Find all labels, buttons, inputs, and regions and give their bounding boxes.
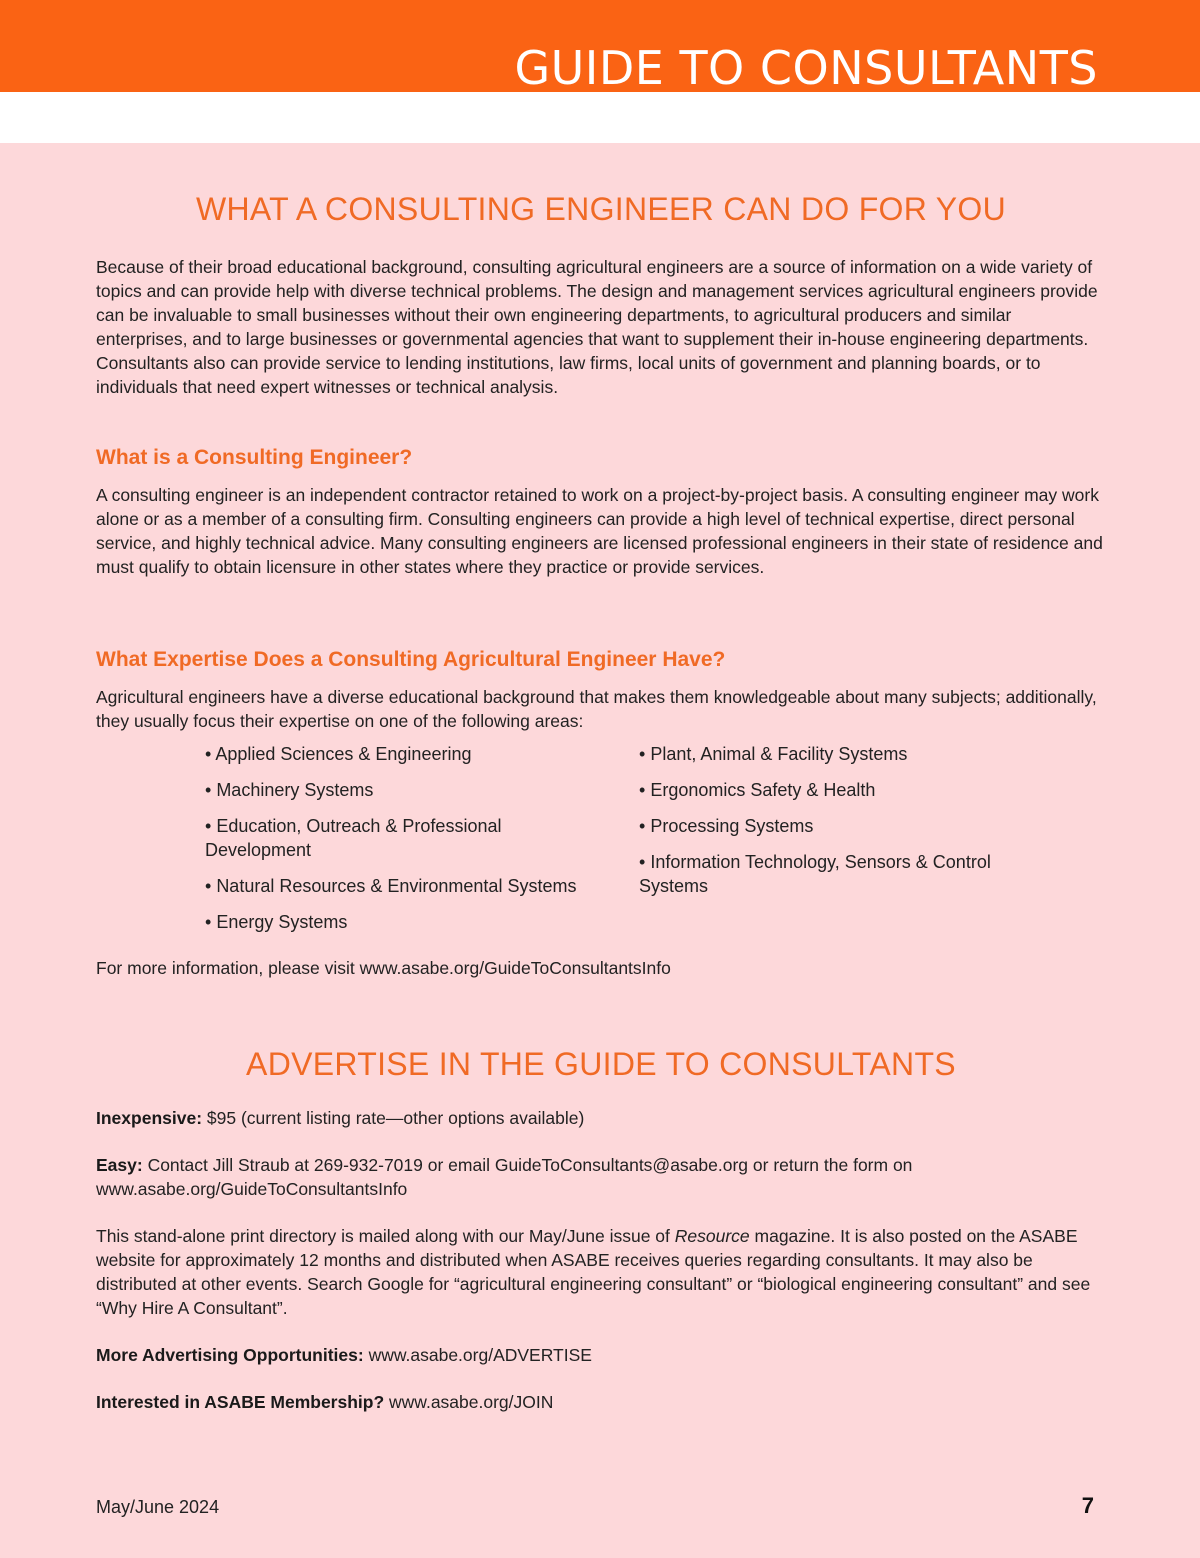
easy-text: Contact Jill Straub at 269-932-7019 or email GuideToConsultants@asabe.org or return the form on www.asabe.org/GuideToConsultantsInfo bbox=[96, 1155, 913, 1199]
inexpensive-text: $95 (current listing rate—other options available) bbox=[202, 1108, 585, 1128]
more-ads-line bbox=[96, 1343, 1106, 1367]
content-column bbox=[96, 143, 1106, 1414]
list-item: • Natural Resources & Environmental Systems bbox=[205, 874, 605, 898]
list-item: • Information Technology, Sensors & Control Systems bbox=[639, 850, 1039, 898]
magazine-name: Resource bbox=[674, 1226, 750, 1246]
inexpensive-label: Inexpensive: bbox=[96, 1108, 203, 1128]
expertise-list-left bbox=[205, 742, 605, 946]
what-is-paragraph: A consulting engineer is an independent contractor retained to work on a project-by-project basis. A consulting engineer may work alone or as a member of a consulting firm. Consulting engineers can provide a high level of technical expertise, direct personal service, and highly technical advice. Many consulting engineers are licensed professional engineers in their state of residence and must qualify to obtain licensure in other states where they practice or provide services. bbox=[96, 485, 1103, 577]
more-info-line: For more information, please visit www.asabe.org/GuideToConsultantsInfo bbox=[96, 958, 671, 978]
directory-paragraph bbox=[96, 1224, 1106, 1320]
more-ads-text: www.asabe.org/ADVERTISE bbox=[363, 1345, 592, 1365]
intro-paragraph: Because of their broad educational background, consulting agricultural engineers are a source of information on a wide variety of topics and can provide help with diverse technical problems. The design and management services agricultural engineers provide can be invaluable to small businesses without their own engineering departments, to agricultural producers and similar enterprises, and to large businesses or governmental agencies that want to supplement their in-house engineering departments. Consultants also can provide service to lending institutions, law firms, local units of government and planning boards, or to individuals that need expert witnesses or technical analysis. bbox=[96, 257, 1098, 397]
membership-text: www.asabe.org/JOIN bbox=[384, 1392, 554, 1412]
list-item: • Machinery Systems bbox=[205, 778, 605, 802]
page-number: 7 bbox=[1081, 1493, 1094, 1518]
list-item: • Energy Systems bbox=[205, 910, 605, 934]
expertise-paragraph: Agricultural engineers have a diverse educational background that makes them knowledgeable about many subjects; additionally, they usually focus their expertise on one of the following areas: bbox=[96, 687, 1097, 731]
membership-label: Interested in ASABE Membership? bbox=[96, 1392, 385, 1412]
list-item: • Plant, Animal & Facility Systems bbox=[639, 742, 1039, 766]
section-title-consulting: WHAT A CONSULTING ENGINEER CAN DO FOR YOU bbox=[195, 191, 1007, 227]
inexpensive-line bbox=[96, 1106, 1106, 1130]
list-item: • Ergonomics Safety & Health bbox=[639, 778, 1039, 802]
list-item: • Education, Outreach & Professional Development bbox=[205, 814, 545, 862]
section-title-advertise: ADVERTISE IN THE GUIDE TO CONSULTANTS bbox=[246, 1046, 956, 1082]
directory-text-b: magazine. It is also posted on the ASABE website for approximately 12 months and distributed when ASABE receives queries regarding consultants. It may also be distributed at other events. Search Google for “agricultural engineering consultant” or “biological engineering consultant” and see “Why Hire A Consultant”. bbox=[96, 1226, 1091, 1318]
header-title: GUIDE TO CONSULTANTS bbox=[514, 41, 1098, 95]
directory-text-a: This stand-alone print directory is mailed along with our May/June issue of bbox=[96, 1226, 675, 1246]
footer-date: May/June 2024 bbox=[96, 1497, 220, 1517]
easy-label: Easy: bbox=[96, 1155, 143, 1175]
list-item: • Processing Systems bbox=[639, 814, 1039, 838]
subhead-what-is: What is a Consulting Engineer? bbox=[96, 446, 413, 469]
expertise-list-right bbox=[639, 742, 1039, 910]
subhead-expertise: What Expertise Does a Consulting Agricultural Engineer Have? bbox=[96, 648, 726, 671]
list-item: • Applied Sciences & Engineering bbox=[205, 742, 605, 766]
more-ads-label: More Advertising Opportunities: bbox=[96, 1345, 364, 1365]
membership-line bbox=[96, 1390, 1106, 1414]
easy-line bbox=[96, 1153, 1106, 1201]
expertise-list bbox=[96, 742, 1106, 956]
